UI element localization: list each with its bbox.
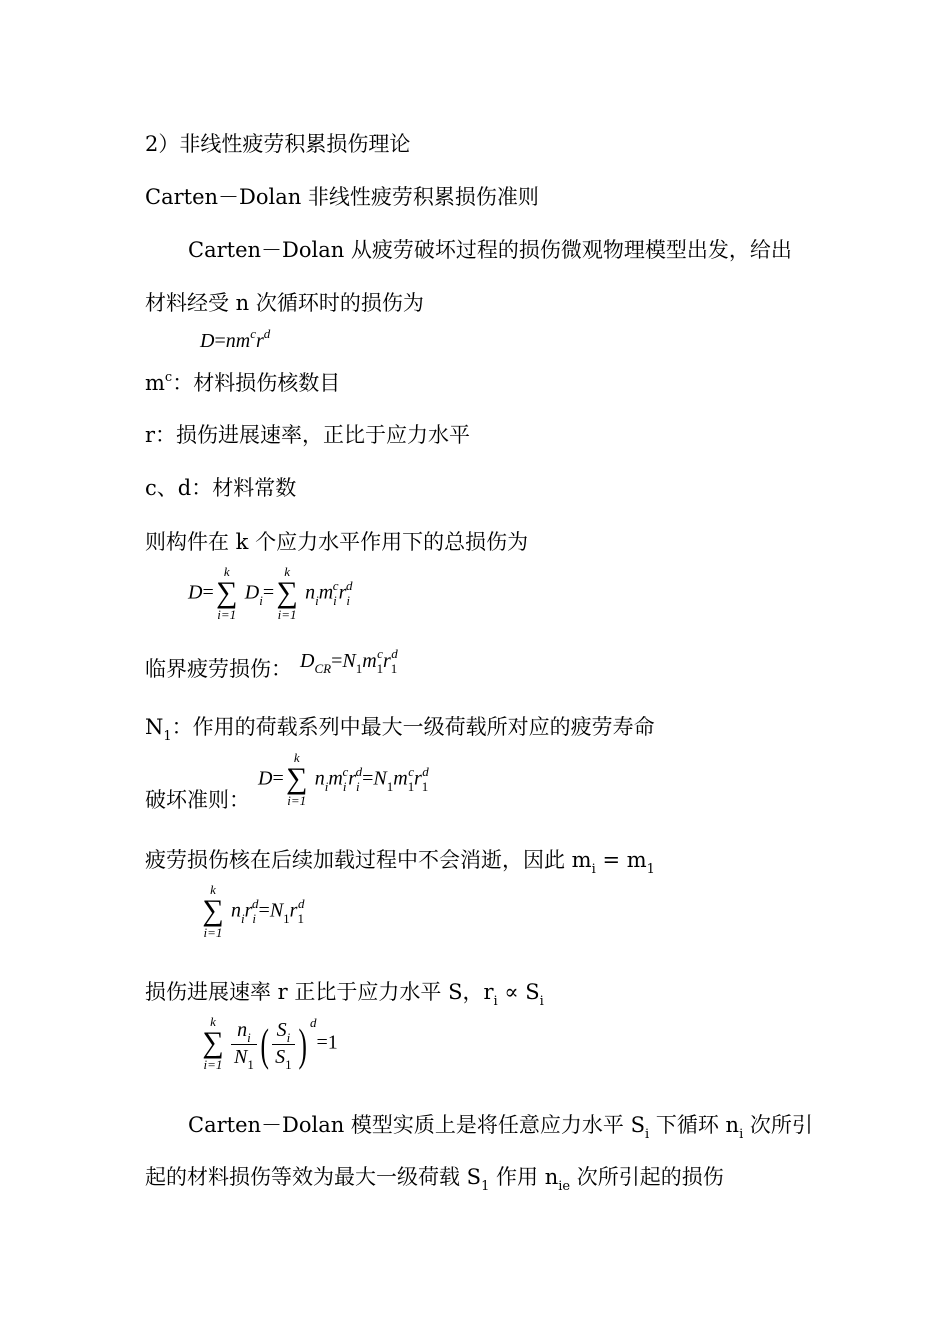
definition-n1: $N_1$：作用的荷载系列中最大一级荷载所对应的疲劳寿命 bbox=[145, 715, 655, 744]
conclusion-line-1: Carten－Dolan 模型实质上是将任意应力水平 $S_i$ 下循环 $n_i$ 次所引 bbox=[188, 1113, 813, 1142]
definition-cd: c、d：材料常数 bbox=[145, 476, 297, 500]
critical-damage-line: 临界疲劳损伤： bbox=[145, 657, 292, 681]
fraction-s: $\frac{S_i}{S_1}$ bbox=[272, 1018, 295, 1071]
formula-simplified: k ∑ i=1 $n_ir_i^d=N_1r_1^d$ bbox=[200, 884, 304, 940]
section-heading: 2）非线性疲劳积累损伤理论 bbox=[145, 132, 411, 156]
formula-critical-damage: $D_{CR}=N_1m_1^cr_1^d$ bbox=[300, 646, 398, 676]
rate-line: 损伤进展速率 r 正比于应力水平 S，$r_i \propto S_i$ bbox=[145, 980, 544, 1009]
sum-symbol: k ∑ i=1 bbox=[202, 882, 224, 940]
nuclei-line: 疲劳损伤核在后续加载过程中不会消逝，因此 $m_i = m_1$ bbox=[145, 848, 655, 877]
definition-r: r：损伤进展速率，正比于应力水平 bbox=[145, 423, 471, 447]
fraction-n: $\frac{n_i}{N_1}$ bbox=[231, 1018, 257, 1071]
criterion-title: Carten－Dolan 非线性疲劳积累损伤准则 bbox=[145, 185, 539, 209]
formula-total-damage: D= k ∑ i=1 $D_i=$ k ∑ i=1 $n_im_i^cr_i^d$ bbox=[188, 564, 353, 622]
definition-mc: $m^c$：材料损伤核数目 bbox=[145, 370, 341, 395]
intro-line-2: 材料经受 n 次循环时的损伤为 bbox=[145, 291, 424, 315]
failure-criterion-label: 破坏准则： bbox=[145, 788, 250, 812]
conclusion-line-2: 起的材料损伤等效为最大一级荷载 $S_1$ 作用 $n_{ie}$ 次所引起的损伤 bbox=[145, 1165, 724, 1194]
formula-failure-criterion: D= k ∑ i=1 $n_im_i^cr_i^d=N_1m_1^cr_1^d$ bbox=[258, 750, 429, 808]
sum-symbol: k ∑ i=1 bbox=[286, 750, 308, 808]
formula-damage: $D=nm^cr^d$ bbox=[200, 326, 271, 352]
sum-symbol: k ∑ i=1 bbox=[202, 1014, 224, 1072]
total-damage-text: 则构件在 k 个应力水平作用下的总损伤为 bbox=[145, 530, 529, 554]
intro-line-1: Carten－Dolan 从疲劳破坏过程的损伤微观物理模型出发，给出 bbox=[188, 238, 792, 262]
sum-symbol: k ∑ i=1 bbox=[276, 564, 298, 622]
sum-symbol: k ∑ i=1 bbox=[216, 564, 238, 622]
formula-carten-dolan: k ∑ i=1 $\frac{n_i}{N_1}$ ( $\frac{S_i}{S_1}$ ) $^d$=1 bbox=[200, 1016, 338, 1072]
